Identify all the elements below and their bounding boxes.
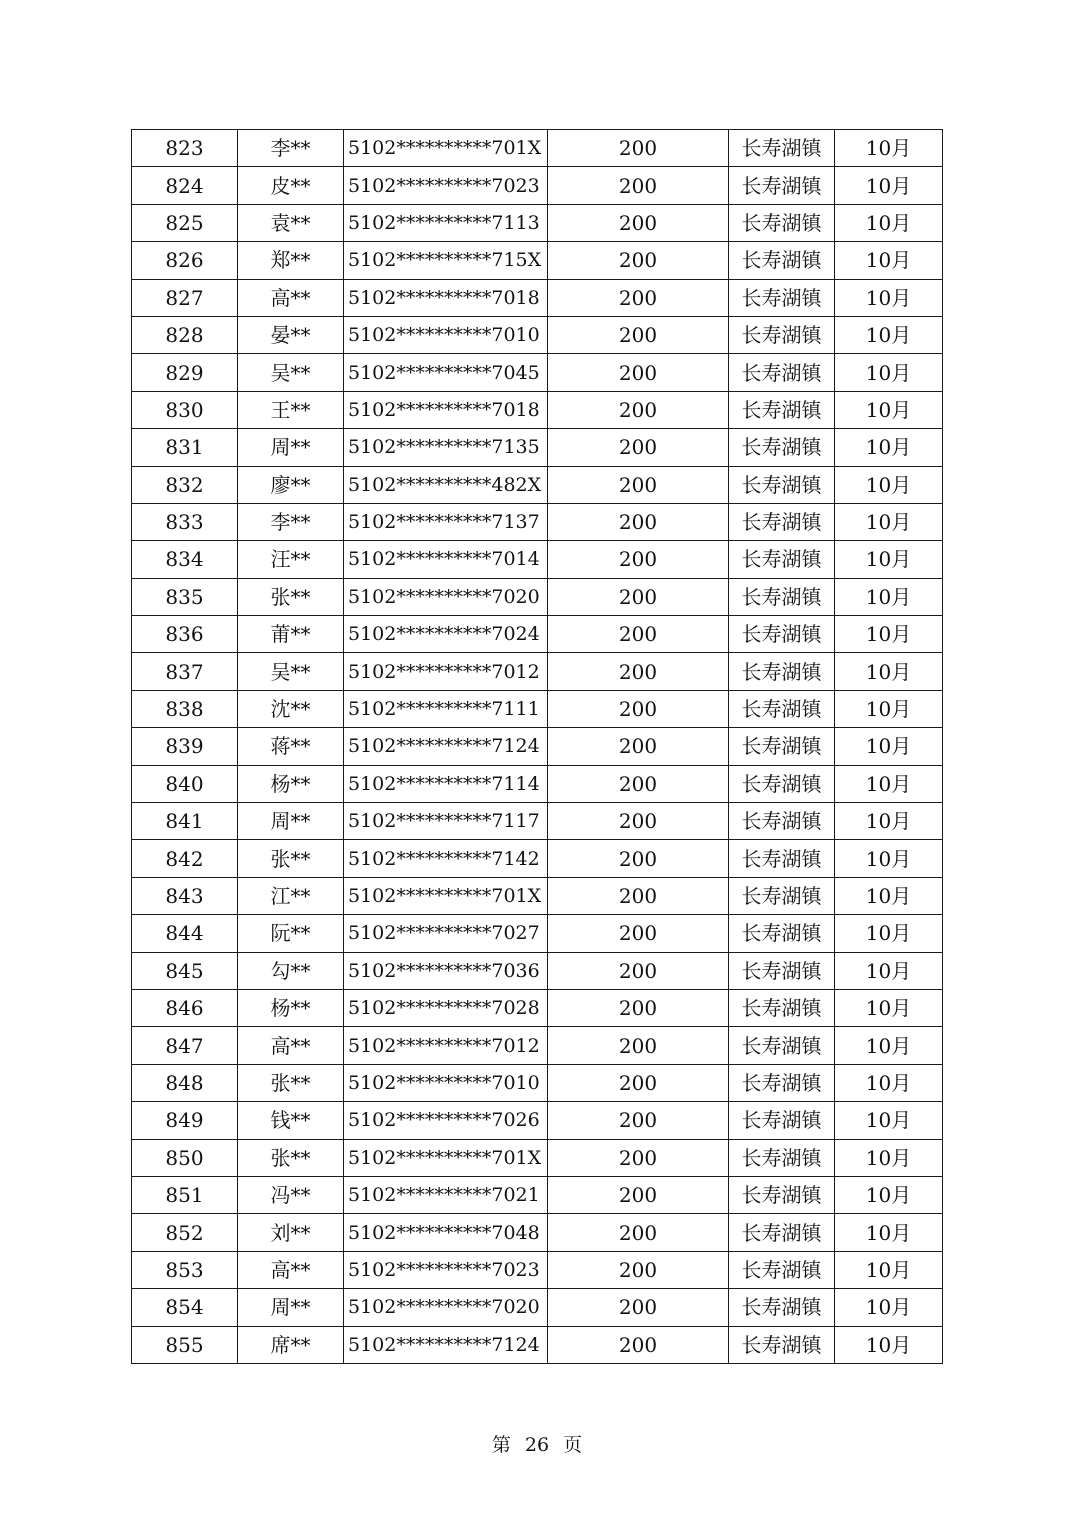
cell-town: 长寿湖镇 bbox=[729, 541, 835, 578]
cell-amount: 200 bbox=[548, 840, 729, 877]
cell-name: 阮** bbox=[238, 915, 344, 952]
cell-seq: 846 bbox=[132, 989, 238, 1026]
cell-seq: 832 bbox=[132, 466, 238, 503]
cell-amount: 200 bbox=[548, 1214, 729, 1251]
cell-name: 周** bbox=[238, 1289, 344, 1326]
cell-amount: 200 bbox=[548, 429, 729, 466]
cell-town: 长寿湖镇 bbox=[729, 204, 835, 241]
cell-id-number: 5102**********7028 bbox=[344, 989, 548, 1026]
table-row bbox=[132, 915, 943, 952]
cell-town: 长寿湖镇 bbox=[729, 1176, 835, 1213]
cell-id-number: 5102**********7018 bbox=[344, 391, 548, 428]
cell-town: 长寿湖镇 bbox=[729, 391, 835, 428]
cell-seq: 823 bbox=[132, 130, 238, 167]
cell-id-number: 5102**********7018 bbox=[344, 279, 548, 316]
cell-id-number: 5102**********7124 bbox=[344, 1326, 548, 1363]
cell-seq: 850 bbox=[132, 1139, 238, 1176]
cell-name: 冯** bbox=[238, 1176, 344, 1213]
cell-name: 钱** bbox=[238, 1102, 344, 1139]
cell-name: 李** bbox=[238, 503, 344, 540]
cell-name: 晏** bbox=[238, 316, 344, 353]
table-row bbox=[132, 204, 943, 241]
cell-amount: 200 bbox=[548, 690, 729, 727]
cell-town: 长寿湖镇 bbox=[729, 279, 835, 316]
cell-town: 长寿湖镇 bbox=[729, 167, 835, 204]
cell-town: 长寿湖镇 bbox=[729, 578, 835, 615]
cell-seq: 836 bbox=[132, 616, 238, 653]
cell-seq: 838 bbox=[132, 690, 238, 727]
cell-month: 10月 bbox=[835, 1176, 943, 1213]
table-row bbox=[132, 653, 943, 690]
cell-town: 长寿湖镇 bbox=[729, 354, 835, 391]
cell-month: 10月 bbox=[835, 1139, 943, 1176]
cell-seq: 828 bbox=[132, 316, 238, 353]
page-footer bbox=[0, 1430, 1074, 1457]
cell-town: 长寿湖镇 bbox=[729, 840, 835, 877]
cell-month: 10月 bbox=[835, 503, 943, 540]
cell-id-number: 5102**********7045 bbox=[344, 354, 548, 391]
cell-seq: 830 bbox=[132, 391, 238, 428]
cell-month: 10月 bbox=[835, 242, 943, 279]
cell-seq: 843 bbox=[132, 877, 238, 914]
cell-month: 10月 bbox=[835, 1289, 943, 1326]
table-row bbox=[132, 1064, 943, 1101]
cell-amount: 200 bbox=[548, 279, 729, 316]
cell-amount: 200 bbox=[548, 1139, 729, 1176]
table-row bbox=[132, 391, 943, 428]
cell-town: 长寿湖镇 bbox=[729, 429, 835, 466]
cell-id-number: 5102**********701X bbox=[344, 1139, 548, 1176]
cell-month: 10月 bbox=[835, 952, 943, 989]
table-row bbox=[132, 1251, 943, 1288]
cell-seq: 831 bbox=[132, 429, 238, 466]
cell-name: 周** bbox=[238, 803, 344, 840]
cell-month: 10月 bbox=[835, 279, 943, 316]
cell-amount: 200 bbox=[548, 1102, 729, 1139]
cell-month: 10月 bbox=[835, 690, 943, 727]
cell-month: 10月 bbox=[835, 354, 943, 391]
cell-month: 10月 bbox=[835, 541, 943, 578]
cell-seq: 842 bbox=[132, 840, 238, 877]
cell-month: 10月 bbox=[835, 765, 943, 802]
table-row bbox=[132, 690, 943, 727]
page-number: 26 bbox=[524, 1434, 550, 1456]
cell-id-number: 5102**********7012 bbox=[344, 653, 548, 690]
cell-name: 皮** bbox=[238, 167, 344, 204]
cell-amount: 200 bbox=[548, 1064, 729, 1101]
cell-name: 张** bbox=[238, 840, 344, 877]
cell-month: 10月 bbox=[835, 316, 943, 353]
cell-id-number: 5102**********7021 bbox=[344, 1176, 548, 1213]
cell-amount: 200 bbox=[548, 130, 729, 167]
cell-id-number: 5102**********7026 bbox=[344, 1102, 548, 1139]
cell-town: 长寿湖镇 bbox=[729, 952, 835, 989]
cell-amount: 200 bbox=[548, 803, 729, 840]
cell-month: 10月 bbox=[835, 204, 943, 241]
cell-amount: 200 bbox=[548, 877, 729, 914]
cell-id-number: 5102**********7137 bbox=[344, 503, 548, 540]
table-row bbox=[132, 503, 943, 540]
cell-amount: 200 bbox=[548, 1289, 729, 1326]
cell-name: 李** bbox=[238, 130, 344, 167]
cell-id-number: 5102**********7114 bbox=[344, 765, 548, 802]
cell-town: 长寿湖镇 bbox=[729, 1064, 835, 1101]
cell-month: 10月 bbox=[835, 840, 943, 877]
cell-amount: 200 bbox=[548, 989, 729, 1026]
table-row bbox=[132, 354, 943, 391]
table-row bbox=[132, 952, 943, 989]
cell-month: 10月 bbox=[835, 915, 943, 952]
cell-amount: 200 bbox=[548, 466, 729, 503]
cell-month: 10月 bbox=[835, 989, 943, 1026]
table-row bbox=[132, 316, 943, 353]
table-row bbox=[132, 1176, 943, 1213]
table-row bbox=[132, 279, 943, 316]
table-row bbox=[132, 765, 943, 802]
cell-amount: 200 bbox=[548, 728, 729, 765]
cell-town: 长寿湖镇 bbox=[729, 616, 835, 653]
cell-id-number: 5102**********7113 bbox=[344, 204, 548, 241]
cell-seq: 841 bbox=[132, 803, 238, 840]
cell-id-number: 5102**********7024 bbox=[344, 616, 548, 653]
cell-id-number: 5102**********7111 bbox=[344, 690, 548, 727]
cell-amount: 200 bbox=[548, 391, 729, 428]
cell-month: 10月 bbox=[835, 1214, 943, 1251]
cell-month: 10月 bbox=[835, 578, 943, 615]
cell-seq: 833 bbox=[132, 503, 238, 540]
table-row bbox=[132, 616, 943, 653]
cell-name: 郑** bbox=[238, 242, 344, 279]
cell-seq: 848 bbox=[132, 1064, 238, 1101]
cell-seq: 826 bbox=[132, 242, 238, 279]
cell-name: 蒋** bbox=[238, 728, 344, 765]
cell-month: 10月 bbox=[835, 803, 943, 840]
cell-id-number: 5102**********7014 bbox=[344, 541, 548, 578]
table-row bbox=[132, 429, 943, 466]
cell-town: 长寿湖镇 bbox=[729, 1326, 835, 1363]
cell-seq: 855 bbox=[132, 1326, 238, 1363]
cell-name: 沈** bbox=[238, 690, 344, 727]
cell-amount: 200 bbox=[548, 503, 729, 540]
cell-town: 长寿湖镇 bbox=[729, 130, 835, 167]
cell-seq: 844 bbox=[132, 915, 238, 952]
cell-name: 席** bbox=[238, 1326, 344, 1363]
cell-month: 10月 bbox=[835, 1027, 943, 1064]
cell-name: 勾** bbox=[238, 952, 344, 989]
cell-name: 廖** bbox=[238, 466, 344, 503]
table-row bbox=[132, 803, 943, 840]
cell-name: 周** bbox=[238, 429, 344, 466]
footer-prefix: 第 bbox=[491, 1434, 511, 1456]
cell-id-number: 5102**********7010 bbox=[344, 316, 548, 353]
cell-seq: 837 bbox=[132, 653, 238, 690]
cell-amount: 200 bbox=[548, 1326, 729, 1363]
cell-name: 张** bbox=[238, 1139, 344, 1176]
footer-suffix: 页 bbox=[563, 1434, 583, 1456]
cell-name: 吴** bbox=[238, 354, 344, 391]
cell-amount: 200 bbox=[548, 1027, 729, 1064]
cell-name: 江** bbox=[238, 877, 344, 914]
cell-town: 长寿湖镇 bbox=[729, 242, 835, 279]
cell-town: 长寿湖镇 bbox=[729, 915, 835, 952]
roster-table bbox=[131, 129, 943, 1364]
cell-town: 长寿湖镇 bbox=[729, 466, 835, 503]
cell-name: 高** bbox=[238, 1251, 344, 1288]
cell-seq: 851 bbox=[132, 1176, 238, 1213]
cell-month: 10月 bbox=[835, 1102, 943, 1139]
cell-id-number: 5102**********7036 bbox=[344, 952, 548, 989]
table-row bbox=[132, 167, 943, 204]
cell-month: 10月 bbox=[835, 391, 943, 428]
cell-amount: 200 bbox=[548, 915, 729, 952]
table-row bbox=[132, 989, 943, 1026]
cell-month: 10月 bbox=[835, 466, 943, 503]
cell-id-number: 5102**********7010 bbox=[344, 1064, 548, 1101]
cell-town: 长寿湖镇 bbox=[729, 1102, 835, 1139]
cell-id-number: 5102**********7048 bbox=[344, 1214, 548, 1251]
table-row bbox=[132, 541, 943, 578]
cell-town: 长寿湖镇 bbox=[729, 765, 835, 802]
cell-name: 袁** bbox=[238, 204, 344, 241]
cell-seq: 839 bbox=[132, 728, 238, 765]
cell-amount: 200 bbox=[548, 1176, 729, 1213]
cell-name: 张** bbox=[238, 578, 344, 615]
table-row bbox=[132, 242, 943, 279]
cell-name: 高** bbox=[238, 279, 344, 316]
cell-id-number: 5102**********482X bbox=[344, 466, 548, 503]
cell-id-number: 5102**********701X bbox=[344, 877, 548, 914]
table-row bbox=[132, 1214, 943, 1251]
cell-name: 杨** bbox=[238, 989, 344, 1026]
cell-town: 长寿湖镇 bbox=[729, 653, 835, 690]
cell-seq: 834 bbox=[132, 541, 238, 578]
cell-amount: 200 bbox=[548, 167, 729, 204]
cell-id-number: 5102**********7012 bbox=[344, 1027, 548, 1064]
cell-name: 高** bbox=[238, 1027, 344, 1064]
cell-month: 10月 bbox=[835, 130, 943, 167]
cell-town: 长寿湖镇 bbox=[729, 989, 835, 1026]
cell-amount: 200 bbox=[548, 541, 729, 578]
cell-id-number: 5102**********7023 bbox=[344, 1251, 548, 1288]
cell-amount: 200 bbox=[548, 653, 729, 690]
cell-amount: 200 bbox=[548, 204, 729, 241]
table-row bbox=[132, 130, 943, 167]
cell-id-number: 5102**********7027 bbox=[344, 915, 548, 952]
cell-id-number: 5102**********7124 bbox=[344, 728, 548, 765]
cell-id-number: 5102**********7020 bbox=[344, 578, 548, 615]
cell-name: 杨** bbox=[238, 765, 344, 802]
cell-seq: 824 bbox=[132, 167, 238, 204]
cell-town: 长寿湖镇 bbox=[729, 1139, 835, 1176]
table-row bbox=[132, 1102, 943, 1139]
cell-town: 长寿湖镇 bbox=[729, 690, 835, 727]
cell-town: 长寿湖镇 bbox=[729, 1027, 835, 1064]
table-row bbox=[132, 1027, 943, 1064]
cell-amount: 200 bbox=[548, 242, 729, 279]
cell-name: 王** bbox=[238, 391, 344, 428]
cell-seq: 849 bbox=[132, 1102, 238, 1139]
cell-town: 长寿湖镇 bbox=[729, 503, 835, 540]
cell-month: 10月 bbox=[835, 429, 943, 466]
cell-month: 10月 bbox=[835, 1251, 943, 1288]
cell-town: 长寿湖镇 bbox=[729, 316, 835, 353]
cell-name: 莆** bbox=[238, 616, 344, 653]
cell-amount: 200 bbox=[548, 578, 729, 615]
cell-month: 10月 bbox=[835, 167, 943, 204]
cell-id-number: 5102**********7020 bbox=[344, 1289, 548, 1326]
cell-seq: 847 bbox=[132, 1027, 238, 1064]
cell-seq: 825 bbox=[132, 204, 238, 241]
cell-id-number: 5102**********715X bbox=[344, 242, 548, 279]
cell-amount: 200 bbox=[548, 952, 729, 989]
cell-seq: 840 bbox=[132, 765, 238, 802]
cell-seq: 829 bbox=[132, 354, 238, 391]
cell-seq: 852 bbox=[132, 1214, 238, 1251]
cell-name: 刘** bbox=[238, 1214, 344, 1251]
cell-month: 10月 bbox=[835, 728, 943, 765]
cell-month: 10月 bbox=[835, 653, 943, 690]
table-row bbox=[132, 840, 943, 877]
cell-seq: 827 bbox=[132, 279, 238, 316]
cell-town: 长寿湖镇 bbox=[729, 877, 835, 914]
cell-id-number: 5102**********7135 bbox=[344, 429, 548, 466]
cell-name: 吴** bbox=[238, 653, 344, 690]
cell-month: 10月 bbox=[835, 877, 943, 914]
table-row bbox=[132, 877, 943, 914]
cell-amount: 200 bbox=[548, 1251, 729, 1288]
cell-month: 10月 bbox=[835, 616, 943, 653]
cell-id-number: 5102**********7142 bbox=[344, 840, 548, 877]
cell-amount: 200 bbox=[548, 765, 729, 802]
cell-amount: 200 bbox=[548, 354, 729, 391]
cell-town: 长寿湖镇 bbox=[729, 1289, 835, 1326]
cell-town: 长寿湖镇 bbox=[729, 1251, 835, 1288]
cell-id-number: 5102**********7023 bbox=[344, 167, 548, 204]
table-row bbox=[132, 1326, 943, 1363]
roster-table-body bbox=[132, 130, 943, 1364]
cell-seq: 854 bbox=[132, 1289, 238, 1326]
table-row bbox=[132, 1139, 943, 1176]
cell-amount: 200 bbox=[548, 316, 729, 353]
cell-month: 10月 bbox=[835, 1064, 943, 1101]
cell-seq: 835 bbox=[132, 578, 238, 615]
cell-seq: 853 bbox=[132, 1251, 238, 1288]
cell-town: 长寿湖镇 bbox=[729, 728, 835, 765]
table-row bbox=[132, 728, 943, 765]
table-row bbox=[132, 1289, 943, 1326]
cell-town: 长寿湖镇 bbox=[729, 1214, 835, 1251]
cell-month: 10月 bbox=[835, 1326, 943, 1363]
cell-name: 汪** bbox=[238, 541, 344, 578]
cell-name: 张** bbox=[238, 1064, 344, 1101]
cell-seq: 845 bbox=[132, 952, 238, 989]
cell-town: 长寿湖镇 bbox=[729, 803, 835, 840]
cell-id-number: 5102**********701X bbox=[344, 130, 548, 167]
cell-amount: 200 bbox=[548, 616, 729, 653]
cell-id-number: 5102**********7117 bbox=[344, 803, 548, 840]
table-row bbox=[132, 578, 943, 615]
table-row bbox=[132, 466, 943, 503]
